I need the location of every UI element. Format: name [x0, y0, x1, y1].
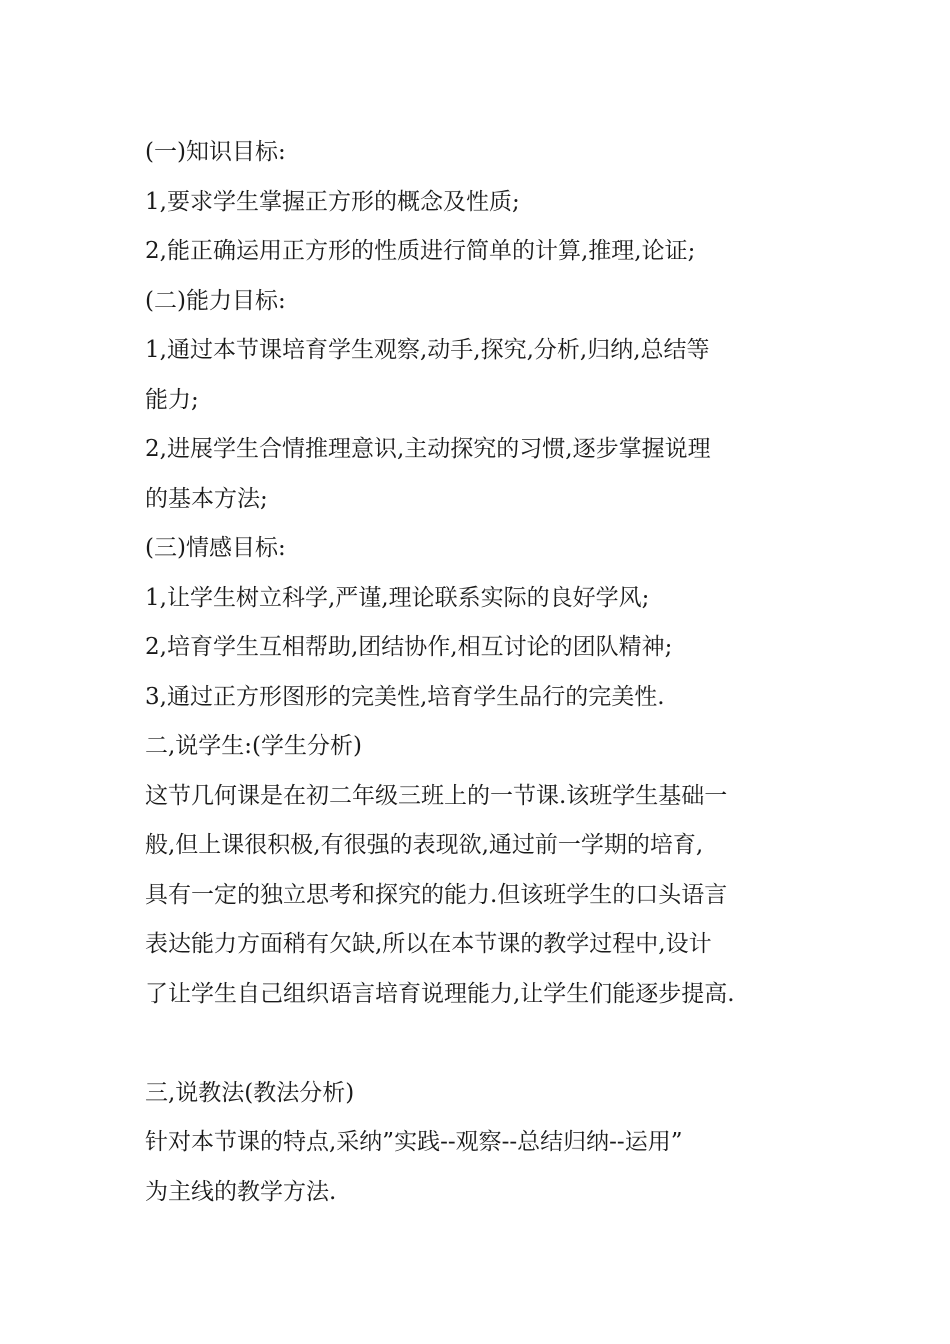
paragraph-line: 1,通过本节课培育学生观察,动手,探究,分析,归纳,总结等	[145, 337, 710, 363]
paragraph-line: 具有一定的独立思考和探究的能力.但该班学生的口头语言	[145, 881, 728, 908]
heading-teaching-method: 三,说教法(教法分析)	[145, 1079, 355, 1106]
document-body	[145, 128, 835, 1217]
paragraph-line: 2,能正确运用正方形的性质进行简单的计算,推理,论证;	[145, 238, 696, 264]
paragraph-line: 2,培育学生互相帮助,团结协作,相互讨论的团队精神;	[145, 634, 673, 660]
paragraph-line: 针对本节课的特点,采纳”实践--观察--总结归纳--运用”	[145, 1129, 683, 1155]
paragraph-line: 般,但上课很积极,有很强的表现欲,通过前一学期的培育,	[145, 832, 704, 858]
paragraph-line: 了让学生自己组织语言培育说理能力,让学生们能逐步提高.	[145, 980, 735, 1007]
heading-ability-goals: (二)能力目标:	[145, 287, 286, 314]
heading-student-analysis: 二,说学生:(学生分析)	[145, 733, 363, 759]
paragraph-line: 3,通过正方形图形的完美性,培育学生品行的完美性.	[145, 683, 665, 710]
heading-knowledge-goals: (一)知识目标:	[145, 139, 286, 165]
paragraph-line: 表达能力方面稍有欠缺,所以在本节课的教学过程中,设计	[145, 931, 712, 957]
paragraph-line: 1,要求学生掌握正方形的概念及性质;	[145, 188, 520, 215]
paragraph-line: 为主线的教学方法.	[145, 1178, 337, 1205]
paragraph-line: 2,进展学生合情推理意识,主动探究的习惯,逐步掌握说理	[145, 436, 711, 462]
paragraph-line: 1,让学生树立科学,严谨,理论联系实际的良好学风;	[145, 584, 650, 611]
heading-emotional-goals: (三)情感目标:	[145, 535, 286, 561]
paragraph-line: 这节几何课是在初二年级三班上的一节课.该班学生基础一	[145, 782, 728, 809]
paragraph-line: 能力;	[145, 386, 199, 413]
paragraph-line: 的基本方法;	[145, 485, 268, 512]
paragraph-spacer	[145, 1019, 835, 1069]
